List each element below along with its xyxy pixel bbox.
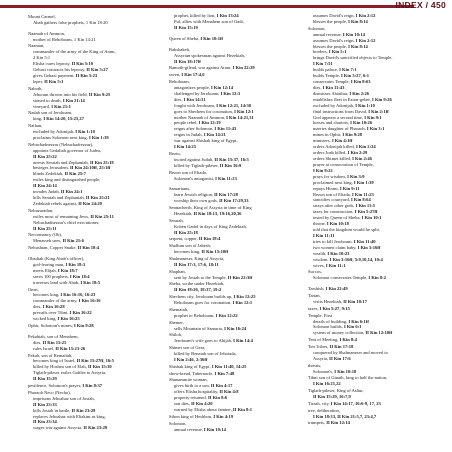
index-entry-heading: Shiloh,: [169, 332, 183, 338]
index-entry-heading: Rezon son of Eliada,: [169, 169, 207, 175]
index-subentry: worship their own gods, II Kin 17:29,33: [174, 198, 249, 204]
index-entry-heading: Obadiah (King Ahab's officer),: [28, 256, 85, 262]
index-subentry: excluded by Adonijah, I Kin 1:10: [33, 129, 95, 135]
index-subentry: Jehoram thrown into his field, II Kin 9:25: [33, 91, 111, 97]
index-entry-heading: Shemer,: [169, 319, 184, 325]
index-subentry: commander of the army, I Kin 16:16: [33, 298, 101, 304]
index-subentry: I Kin 14:25: [174, 144, 196, 150]
index-entry-heading: Shallum son of Jabesh,: [169, 243, 211, 249]
index-subentry: II Kin 23:34: [33, 419, 57, 425]
index-subentry: meets Elijah, I Kin 18:7: [33, 267, 78, 273]
index-subentry: exiles most of remaining Jews, II Kin 25:11: [33, 213, 114, 219]
index-subentry: II Kin 25:22: [33, 153, 57, 159]
index-subentry: II Kin 17:3, 17:6, 18:11: [174, 261, 219, 267]
index-subentry: II Kin 23:33: [33, 401, 57, 407]
index-subentry: property returned, II Kin 8:6: [174, 395, 228, 401]
index-entry-heading: Shemaiah,: [169, 306, 189, 312]
index-subentry: dies, I Kin 11:43: [313, 84, 345, 90]
index-subentry: Solomon consecrates Temple, I Kin 8:2: [313, 275, 386, 281]
index-subentry: stoned to death, I Kin 21:14: [33, 97, 85, 103]
index-column-1: [28, 13, 160, 450]
index-subentry: reigns after Solomon, I Kin 11:43: [174, 126, 237, 132]
index-entry-heading: Naamah of Ammon,: [28, 30, 65, 36]
index-subentry: commander of the army of the King of Aram,: [33, 49, 116, 55]
index-subentry: kills Seraiah and Zephaniah, II Kin 25:21: [33, 195, 110, 201]
index-subentry: two women claim baby, I Kin 3:16ff: [313, 244, 381, 250]
index-subentry: conquered by Shalmaneser and moved to: [313, 349, 388, 355]
index-subentry: assumes David's reign, I Kin 2:12: [313, 37, 376, 43]
index-subentry: vineyard, I Kin 21:1: [33, 103, 71, 109]
index-subentry: proclaimed next king, I Kin 1:39: [313, 179, 374, 185]
index-subentry: reigns in Judah, I Kin 14:21: [174, 132, 226, 138]
index-column-2: [169, 13, 301, 450]
index-subentry: 2 Kin 5:1: [33, 55, 51, 61]
index-subentry: dismisses Abiathar, I Kin 2:26: [313, 90, 370, 96]
index-subentry: dies, I Kin 14:31: [174, 96, 206, 102]
index-subentry: I Kin 2:46, 2:36ff: [174, 357, 208, 362]
index-subentry: blinds Zedekiah, II Kin 25:7: [33, 171, 86, 177]
index-subentry: learn Jewish religion, II Kin 17:28: [174, 192, 238, 198]
index-subentry: Ahab gathers false prophets, 1 Kin 18:20: [33, 19, 108, 25]
index-subentry: brings David's sanctified objects to Temple,: [313, 55, 393, 61]
index-subentry: prayer at consecration of Temple,: [313, 161, 374, 167]
index-entry-heading: trumpets, II Kin 12:14: [308, 420, 350, 426]
index-entry-heading: serpent, copper, II Kin 18:4: [169, 236, 221, 242]
index-subentry: Kohen Gadol in days of King Zedekiah,: [174, 223, 247, 229]
index-entry-heading: Pharaoh Neco (Necho),: [28, 389, 71, 395]
index-subentry: gives Gehazi payment, II Kin 5:23: [33, 73, 98, 79]
index-subentry: tested by Queen of Sheba, I Kin 10:1: [313, 215, 382, 221]
index-entry-heading: Sihon king of Heshbon, I Kin 4:19: [169, 413, 234, 419]
header-rule: [0, 5, 414, 8]
index-entry-heading: Tent of Meeting, I Kin 8:4: [308, 337, 357, 343]
index-subentry: Rehoboam goes for coronation, I Kin 12:1: [174, 300, 253, 306]
index-subentry: Jeroboam's wife goes to Ahijah, I Kin 14:4: [174, 338, 253, 344]
index-entry-heading: Mount Carmel,: [28, 13, 56, 19]
index-subentry: Solomon builds, I Kin 6:1: [313, 324, 362, 330]
index-entry-heading: Tibni son of Ginath, king to half the nation,: [308, 375, 388, 381]
index-subentry: Elisha cures leprosy, II Kin 5:10: [33, 61, 94, 67]
index-subentry: son dies, II Kin 4:20: [174, 401, 213, 407]
index-subentry: dies, II Kin 15:25: [33, 339, 67, 345]
index-entry-heading: Pekah, son of Remaliah,: [28, 352, 73, 358]
index-subentry: Menasseh uses, II Kin 21:6: [33, 238, 84, 244]
index-entry-heading: taxes, I Kin 5:27, 9:15: [308, 305, 350, 311]
index-subentry: gives birth to a son, II Kin 4:17: [174, 383, 233, 389]
index-entry-heading: show-bread, Tabernacle, I Kin 7:48: [169, 370, 235, 376]
index-entry-heading: Shishak king of Egypt, I Kin 11:40, 14:25: [169, 363, 247, 369]
index-entry-heading: Queen of Sheba, I Kin 10:1ff: [169, 35, 224, 41]
index-subentry: God appears a second time, I Kin 9:1: [313, 114, 382, 120]
index-subentry: fought with Jeroboam, I Kin 12:21, 14:30: [174, 102, 252, 108]
index-subentry: mines in Ophir, I Kin 9:28: [313, 132, 363, 138]
index-subentry: strays after other gods, I Kin 11:5: [313, 203, 376, 209]
index-entry-heading: Sheba, scribe under Hezekiah,: [169, 281, 225, 287]
index-subentry: prays for wisdom, I Kin 3:9: [313, 173, 365, 179]
index-subentry: people rebel, I Kin 12:19: [174, 120, 221, 126]
index-subentry: replaces Jehoahaz with Eliakim as king,: [33, 413, 106, 419]
index-entry-heading: Ophir, Solomon's mines, I Kin 9:28: [28, 322, 94, 328]
index-subentry: taxes for construction, I Kin 5:27ff: [313, 209, 378, 215]
index-subentry: besieges Jerusalem, II Kin 24:10ff, 25:1ff: [33, 165, 111, 171]
index-subentry: Zedekiah rebels against, II Kin 24:20: [33, 201, 102, 206]
index-entry-heading: raven, I Kin 17:4,6: [169, 72, 205, 78]
index-entry-heading: Shimei son of Gera,: [169, 345, 206, 351]
index-subentry: II Kin 15:29: [33, 376, 57, 382]
index-body: [28, 13, 444, 450]
index-subentry: sanctifies courtyard, I Kin 8:64: [313, 197, 371, 203]
index-entry-heading: Tarshish, I Kin 22:49: [308, 286, 348, 292]
index-subentry: repays Hiram, I Kin 9:11: [313, 185, 360, 191]
index-subentry: challenged by Jeroboam, I Kin 12:3: [174, 90, 241, 96]
index-subentry: proclaims Solomon next king, I Kin 1:39: [33, 134, 109, 140]
index-subentry: I Kin 7:51: [313, 61, 333, 67]
index-subentry: Rezon son of Eliada, I Kin 11:23: [313, 191, 374, 197]
index-subentry: II Kin 18:17ff: [174, 58, 201, 64]
index-entry-heading: Temple, First: [308, 312, 333, 318]
index-subentry: orders Shimei killed, I Kin 2:46: [313, 156, 372, 162]
index-entry-heading: Nehushtan, Copper Snake, II Kin 18:4: [28, 245, 100, 251]
index-subentry: II Kin 15:29, 16:7,9: [313, 394, 351, 400]
index-subentry: II Kin 25:18: [174, 229, 198, 235]
index-subentry: Assyrian spokesman against Hezekiah,: [174, 52, 245, 58]
index-subentry: wicked king, I Kin 16:25: [33, 316, 80, 322]
index-subentry: annual revenue, I Kin 10:14: [313, 31, 365, 37]
index-subentry: arrests Seraiah and Zephaniah, II Kin 25:18: [33, 159, 114, 165]
index-entry-heading: Omri,: [28, 286, 39, 292]
index-entry-heading: Shalmaneser, King of Assyria,: [169, 256, 225, 262]
index-subentry: Tiglath-pileser exiles Galilee to Assyria,: [33, 370, 107, 376]
index-entry-heading: pestilence, Solomon's prayer, I Kin 8:37: [28, 383, 103, 389]
index-subentry: I Kin 8:22: [313, 167, 333, 173]
index-entry-heading: threats,: [308, 362, 322, 368]
index-entry-heading: tree, deliberation,: [308, 407, 340, 413]
index-subentry: builds Temple, I Kin 5:27, 6:1: [313, 73, 370, 79]
index-subentry: exiles king and distinguished people,: [33, 177, 101, 183]
index-subentry: wives, I Kin 11:1: [313, 262, 346, 268]
index-subentry: throne, I Kin 10:18: [313, 221, 349, 227]
index-entry-heading: Solomon,: [169, 420, 187, 426]
index-subentry: tries to kill Jeroboam, I Kin 11:40: [313, 238, 376, 244]
index-subentry: ministers, I Kin 4:1ff: [313, 138, 353, 144]
index-entry-heading: Succos,: [308, 269, 323, 275]
index-subentry: goes to Shechem for coronation, I Kin 12:1: [174, 108, 254, 114]
index-subentry: mother of Rehoboam, 1 Kin 14:21: [33, 36, 96, 42]
index-subentry: system of money collection, II Kin 12:10ff: [313, 330, 393, 336]
index-subentry: Pul, allies with Menahem son of Gadi,: [174, 18, 244, 24]
index-subentry: killed by Benaiah son of Jehoiada,: [174, 351, 237, 357]
index-subentry: becomes king, II Kin 15:10ff: [174, 249, 229, 255]
page-title: INDEX / 450: [395, 0, 446, 10]
index-subentry: I Kin 18:33, II Kin 21:5,7, 23:4,7: [313, 413, 377, 419]
index-subentry: prevails over Tibni, I Kin 16:22: [33, 310, 92, 316]
index-entry-heading: Ramoth-gilead, war against Aram, I Kin 22:29: [169, 65, 255, 71]
index-subentry: saves 100 prophets, I Kin 18:4: [33, 273, 90, 279]
index-subentry: wages war against Assyria, II Kin 23:29: [33, 425, 108, 431]
index-subentry: invades Judah, II Kin 24:1: [33, 189, 83, 195]
index-entry-heading: Nebuzaradan,: [28, 207, 54, 213]
index-entry-heading: Nadab son of Jeroboam,: [28, 110, 73, 116]
index-subentry: killed by Tiglath-pileser, II Kin 16:9: [174, 162, 242, 168]
index-subentry: warned by Elisha about famine, II Kin 8:1: [174, 407, 253, 413]
index-subentry: traverses land with Ahab, I Kin 18:5: [33, 279, 101, 285]
index-subentry: orders Adonijah killed, I Kin 2:24: [313, 144, 376, 150]
index-subentry: excluded by Adonijah, I Kin 1:10: [313, 102, 375, 108]
index-entry-heading: Seraiah,: [169, 217, 184, 223]
page-header: [0, 0, 452, 14]
index-subentry: rules Israel, II Kin 15:23-26: [33, 345, 86, 351]
index-subentry: Gehazi contracts his leprosy, II Kin 5:27: [33, 67, 108, 73]
index-subentry: orders Joab killed, I Kin 2:29: [313, 150, 368, 156]
index-entry-heading: Naaman,: [28, 43, 45, 49]
index-subentry: war against Shishak king of Egypt,: [174, 138, 238, 144]
index-subentry: I Kin 16:21,22: [313, 381, 341, 387]
index-subentry: becomes king of Israel, II Kin 15:27ff, 16:5: [33, 358, 114, 364]
index-entry-heading: Tirzah, city, I Kin 14:17, 16:6-9, 17, 23: [308, 400, 381, 406]
index-entry-heading: Tiglath-pileser, King of Ashur,: [308, 388, 364, 394]
index-subentry: wisdom, I Kin 3:16ff, 5:9,10,14, 10:4: [313, 256, 383, 262]
index-subentry: II Kin 18:26, 18:37, 19:2: [174, 287, 222, 293]
index-subentry: imprisons Jehoahaz son of Josiah,: [33, 395, 95, 401]
index-entry-heading: Shaphan,: [169, 268, 186, 274]
index-subentry: king, I Kin 14:20, 15:25,27: [33, 116, 84, 122]
index-subentry: details of building, I Kin 6:1ff: [313, 318, 369, 324]
index-subentry: final instructions from David, I Kin 2:1ff: [313, 108, 389, 114]
index-subentry: assumes David's reign, I Kin 2:12: [313, 13, 376, 18]
index-subentry: incited against Judah, II Kin 15:37, 16:5: [174, 156, 249, 162]
index-entry-heading: Ten Tribes, II Kin 17:18: [308, 344, 354, 350]
index-subentry: wealth, I Kin 10:23: [313, 250, 350, 256]
index-subentry: borders, I Kin 5:1: [313, 49, 347, 55]
index-subentry: god-fearing man, I Kin 18:3: [33, 261, 86, 267]
index-subentry: sells Mountain of Samaria, I Kin 16:24: [174, 325, 247, 331]
index-subentry: II Kin 15:19: [174, 24, 198, 30]
index-subentry: told that the kingdom would be split,: [313, 227, 381, 233]
index-subentry: appoints Gedaliah governor of Judea,: [33, 147, 102, 153]
index-subentry: antagonizes people, I Kin 12:14: [174, 84, 233, 90]
index-subentry: offers Elisha hospitality, II Kin 4:8: [174, 389, 239, 395]
index-entry-heading: Shechem city, Jeroboam builds up, I Kin 12:25: [169, 294, 256, 300]
index-entry-heading: Necromancy (Ob),: [28, 232, 63, 238]
index-subentry: builds palace, I Kin 7:1: [313, 67, 357, 73]
index-subentry: leper, II Kin 5:1: [33, 79, 64, 84]
index-subentry: dies, I Kin 16:28: [33, 304, 65, 310]
index-entry-heading: Nebuchadnezzar (Nebuchadrezzar),: [28, 141, 94, 147]
index-subentry: blesses the people, I Kin 8:14: [313, 43, 368, 49]
index-entry-heading: Pekahiah, son of Menahem,: [28, 333, 79, 339]
index-subentry: Assyria, II Kin 17:6: [313, 355, 351, 361]
index-subentry: prophet, killed by lion, I Kin 13:24: [174, 13, 239, 18]
index-subentry: establishes fleet in Ezion-geber, I Kin 9:26: [313, 96, 392, 102]
index-subentry: blesses the people, I Kin 8:14: [313, 18, 368, 24]
index-subentry: annual revenue, I Kin 10:14: [174, 426, 226, 432]
index-entry-heading: Rehoboam,: [169, 78, 190, 84]
index-subentry: horses and chariots, I Kin 10:26: [313, 120, 373, 126]
index-subentry: II Kin 25:11: [33, 225, 57, 231]
index-subentry: killed by Hoshea son of Elah, II Kin 15:30: [33, 364, 112, 370]
index-subentry: prophet to Rehoboam, I Kin 12:22: [174, 312, 238, 318]
index-subentry: II Kin 24:14: [33, 183, 57, 189]
index-entry-heading: Sennacherib, King of Assyria in time of King: [169, 205, 252, 211]
index-subentry: becomes king, I Kin 16:16, 16:23: [33, 292, 96, 298]
index-entry-heading: Naboth,: [28, 85, 43, 91]
index-subentry: Nebuchadnezzar's chief executioner,: [33, 219, 100, 225]
index-entry-heading: Nathan,: [28, 123, 43, 129]
index-entry-heading: Shunammite woman,: [169, 377, 208, 383]
index-entry-heading: Rezin,: [169, 150, 181, 156]
index-subentry: marries daughter of Pharaoh, I Kin 3:1: [313, 126, 385, 132]
index-subentry: visits Hezekiah, II Kin 18:17: [313, 299, 367, 304]
index-subentry: mother Naamah of Ammon, I Kin 14:21,31: [174, 114, 254, 120]
index-column-3: [308, 13, 444, 450]
index-subentry: I Kin 11:11: [313, 233, 335, 238]
index-entry-heading: Samaritans,: [169, 186, 191, 192]
index-entry-heading: Rabshakeh,: [169, 46, 191, 52]
index-subentry: Solomon's, I Kin 10:18: [313, 368, 357, 374]
index-subentry: sent by Josiah to the Temple, II Kin 22:3ff: [174, 274, 253, 280]
index-subentry: Solomon's antagonist, I Kin 11:23: [174, 175, 237, 181]
index-entry-heading: Solomon,: [308, 25, 326, 31]
index-subentry: Hezekiah, II Kin 18:13, 19:16,20,36: [174, 211, 242, 216]
index-entry-heading: Tartan,: [308, 293, 321, 299]
index-subentry: consecrates Temple, I Kin 8:63: [313, 79, 371, 85]
index-subentry: kills Josiah in battle, II Kin 23:29: [33, 407, 96, 413]
